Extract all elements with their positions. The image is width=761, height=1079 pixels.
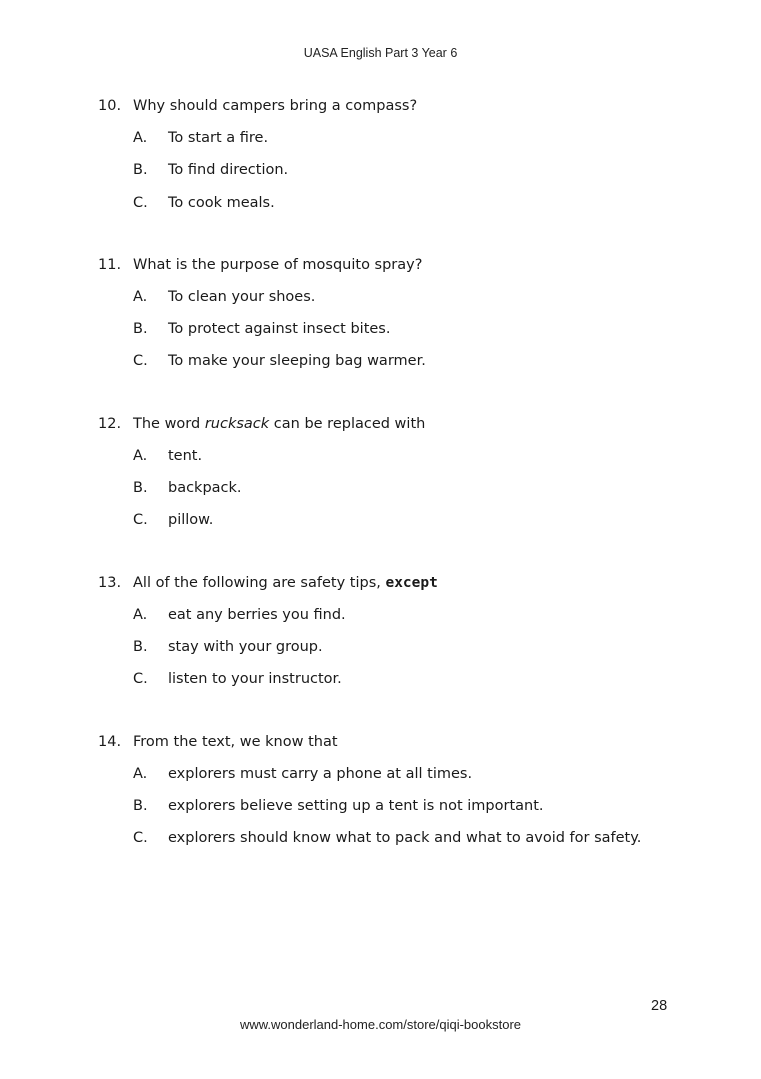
question-number: 10. — [98, 98, 122, 114]
option-text: To cook meals. — [168, 194, 275, 211]
option-letter: A. — [133, 130, 148, 146]
option-text: explorers should know what to pack and what to avoid for safety. — [168, 830, 642, 847]
option-letter: C. — [133, 830, 148, 847]
footer-url: www.wonderland-home.com/store/qiqi-bookstore — [239, 1017, 522, 1032]
page-header: UASA English Part 3 Year 6 — [303, 46, 458, 60]
option-text: listen to your instructor. — [168, 671, 342, 688]
question-text — [133, 416, 425, 432]
question-text-emphasis: rucksack — [204, 415, 270, 432]
option-text: To find direction. — [168, 162, 289, 179]
question-number: 11. — [98, 256, 122, 273]
option-b — [98, 798, 718, 830]
answer-options — [98, 130, 718, 227]
question-text-prefix: Why should campers bring a compass? — [133, 98, 418, 114]
option-letter: C. — [133, 353, 148, 370]
question-14 — [98, 734, 718, 863]
question-stem — [98, 416, 718, 438]
option-a — [98, 607, 718, 639]
option-a — [98, 766, 718, 798]
question-number: 13. — [98, 574, 122, 591]
question-text-prefix: What is the purpose of mosquito spray? — [133, 256, 423, 273]
option-text: To make your sleeping bag warmer. — [168, 353, 426, 370]
option-letter: C. — [133, 512, 148, 529]
option-letter: B. — [133, 321, 148, 338]
question-stem — [98, 98, 718, 120]
option-b — [98, 162, 718, 194]
question-text-prefix: The word — [133, 415, 205, 432]
question-text-suffix: can be replaced with — [269, 415, 426, 432]
question-text-prefix: From the text, we know that — [133, 733, 338, 750]
question-text — [133, 98, 417, 114]
option-a — [98, 448, 718, 480]
option-text: eat any berries you find. — [168, 606, 346, 623]
question-stem — [98, 734, 718, 756]
option-b — [98, 321, 718, 353]
option-text: explorers believe setting up a tent is not important. — [168, 797, 544, 814]
question-list — [98, 98, 718, 892]
option-b — [98, 639, 718, 671]
question-text — [133, 257, 422, 273]
option-letter: B. — [133, 162, 148, 179]
page-number: 28 — [651, 998, 668, 1014]
option-letter: B. — [133, 797, 148, 814]
answer-options — [98, 448, 718, 545]
option-text: explorers must carry a phone at all times. — [168, 765, 473, 782]
question-number: 12. — [98, 415, 122, 432]
option-c — [98, 830, 718, 862]
option-letter: B. — [133, 480, 148, 497]
question-number: 14. — [98, 733, 122, 750]
option-text: To clean your shoes. — [168, 288, 316, 305]
option-c — [98, 671, 718, 703]
question-12 — [98, 416, 718, 545]
option-c — [98, 195, 718, 227]
option-c — [98, 512, 718, 544]
option-letter: C. — [133, 671, 148, 688]
question-text — [133, 734, 338, 750]
option-a — [98, 130, 718, 162]
option-letter: C. — [133, 194, 148, 211]
answer-options — [98, 289, 718, 386]
question-stem — [98, 575, 718, 597]
option-text: To protect against insect bites. — [168, 321, 391, 338]
option-text: stay with your group. — [168, 638, 323, 655]
option-letter: A. — [133, 447, 148, 464]
option-text: To start a fire. — [168, 130, 269, 146]
option-text: tent. — [168, 447, 203, 464]
option-text: backpack. — [168, 480, 242, 497]
question-text-prefix: All of the following are safety tips, — [133, 574, 386, 591]
question-stem — [98, 257, 718, 279]
question-10 — [98, 98, 718, 227]
option-letter: A. — [133, 288, 148, 305]
question-text — [133, 575, 438, 591]
question-13 — [98, 575, 718, 704]
question-11 — [98, 257, 718, 386]
option-b — [98, 480, 718, 512]
option-text: pillow. — [168, 512, 214, 529]
option-c — [98, 353, 718, 385]
answer-options — [98, 607, 718, 704]
question-text-emphasis: except — [385, 574, 438, 591]
option-letter: B. — [133, 638, 148, 655]
option-letter: A. — [133, 606, 148, 623]
option-letter: A. — [133, 765, 148, 782]
option-a — [98, 289, 718, 321]
answer-options — [98, 766, 718, 863]
